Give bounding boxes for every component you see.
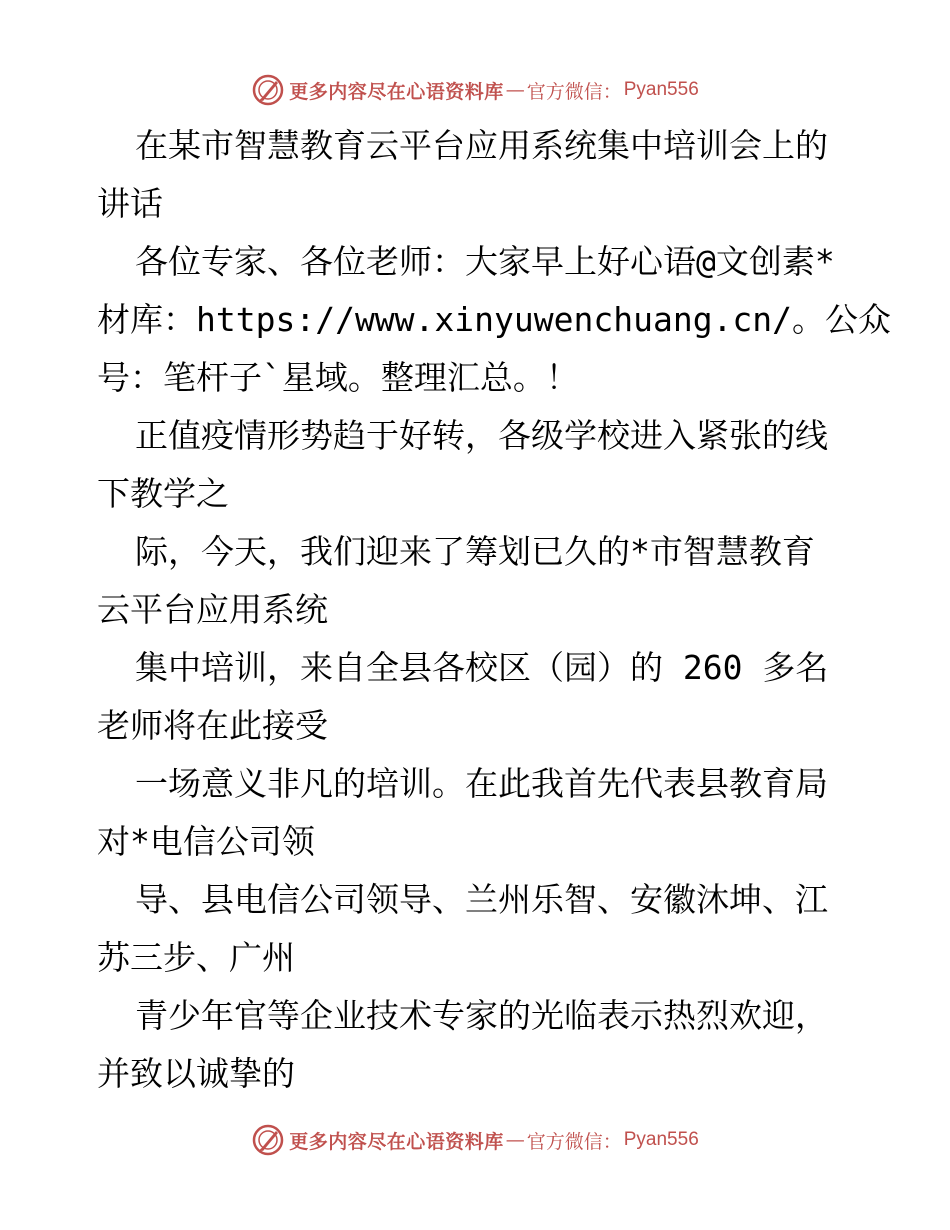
text-line: 青少年官等企业技术专家的光临表示热烈欢迎， xyxy=(135,996,828,1035)
footer-watermark-banner xyxy=(0,1120,950,1160)
text-line: 各位专家、各位老师：大家早上好心语@文创素* xyxy=(135,242,835,281)
watermark-wechat-handle: Pyan556 xyxy=(623,79,699,100)
text-line: 际，今天，我们迎来了筹划已久的*市智慧教育 xyxy=(135,532,815,571)
watermark-wechat-label: 官方微信： xyxy=(526,1130,622,1153)
watermark-separator: — xyxy=(505,79,525,101)
text-line: 并致以诚挚的 xyxy=(97,1054,295,1093)
text-line: 导、县电信公司领导、兰州乐智、安徽沐坤、江 xyxy=(135,880,828,919)
text-line: 云平台应用系统 xyxy=(97,590,328,629)
text-line: 集中培训，来自全县各校区（园）的 260 多名 xyxy=(135,648,829,687)
watermark-wechat-handle: Pyan556 xyxy=(623,1129,699,1150)
text-line: 苏三步、广州 xyxy=(97,938,295,977)
text-line: 正值疫情形势趋于好转，各级学校进入紧张的线 xyxy=(135,416,828,455)
text-line: 老师将在此接受 xyxy=(97,706,328,745)
text-line: 讲话 xyxy=(97,184,163,223)
quill-seal-icon xyxy=(251,1123,285,1157)
watermark-brand-text: 更多内容尽在心语资料库 xyxy=(289,1130,504,1153)
text-line: 在某市智慧教育云平台应用系统集中培训会上的 xyxy=(135,126,828,165)
document-body xyxy=(97,117,892,1103)
text-line: 下教学之 xyxy=(97,474,229,513)
watermark-brand-text: 更多内容尽在心语资料库 xyxy=(289,80,504,103)
text-line: 一场意义非凡的培训。在此我首先代表县教育局 xyxy=(135,764,828,803)
header-watermark-banner xyxy=(0,70,950,110)
watermark-wechat-label: 官方微信： xyxy=(526,80,622,103)
quill-seal-icon xyxy=(251,73,285,107)
text-line: 材库：https://www.xinyuwenchuang.cn/。公众 xyxy=(97,300,892,339)
text-line: 对*电信公司领 xyxy=(97,822,315,861)
text-line: 号：笔杆子`星域。整理汇总。！ xyxy=(97,358,579,397)
watermark-separator: — xyxy=(505,1129,525,1151)
